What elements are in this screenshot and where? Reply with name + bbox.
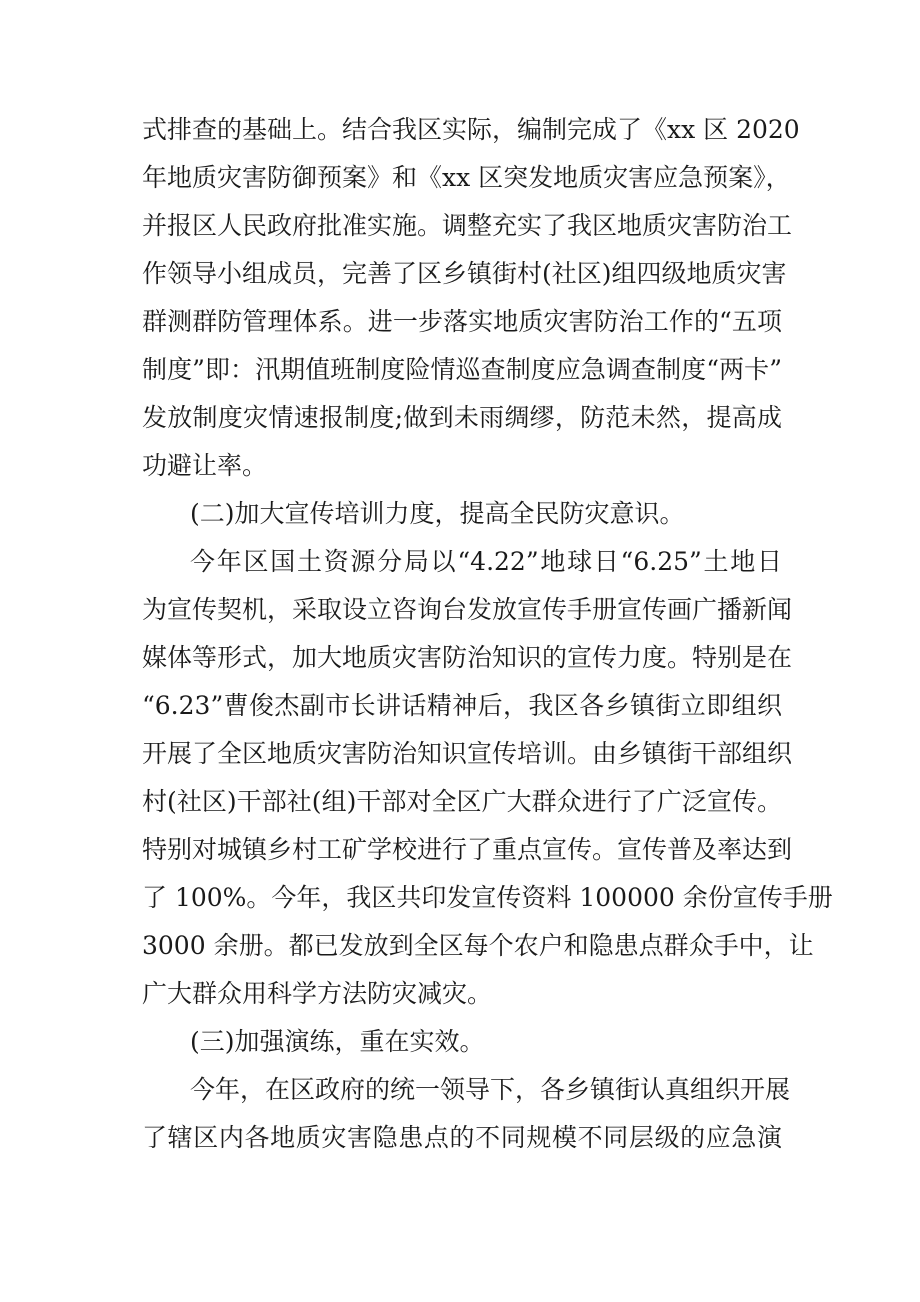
- text-line: 发放制度灾情速报制度;做到未雨绸缪，防范未然，提高成: [142, 403, 782, 432]
- text-line: 年地质灾害防御预案》和《xx 区突发地质灾害应急预案》，: [142, 163, 791, 192]
- text-line: 广大群众用科学方法防灾减灾。: [142, 979, 493, 1008]
- section-heading: (二)加大宣传培训力度，提高全民防灾意识。: [190, 499, 685, 528]
- text-line: 并报区人民政府批准实施。调整充实了我区地质灾害防治工: [142, 211, 793, 240]
- text-line: 特别对城镇乡村工矿学校进行了重点宣传。宣传普及率达到: [142, 835, 793, 864]
- text-line: 村(社区)干部社(组)干部对全区广大群众进行了广泛宣传。: [142, 787, 782, 816]
- text-line: 开展了全区地质灾害防治知识宣传培训。由乡镇街干部组织: [142, 739, 793, 768]
- text-line: 群测群防管理体系。进一步落实地质灾害防治工作的“五项: [142, 307, 782, 336]
- text-line: 功避让率。: [142, 451, 268, 480]
- text-line: 今年区国土资源分局以“4.22”地球日“6.25”土地日: [190, 547, 782, 576]
- text-line: 作领导小组成员，完善了区乡镇街村(社区)组四级地质灾害: [142, 259, 787, 288]
- text-line: 媒体等形式，加大地质灾害防治知识的宣传力度。特别是在: [142, 643, 793, 672]
- text-line: 了辖区内各地质灾害隐患点的不同规模不同层级的应急演: [142, 1123, 782, 1152]
- text-line: “6.23”曹俊杰副市长讲话精神后，我区各乡镇街立即组织: [142, 691, 782, 720]
- text-line: 为宣传契机，采取设立咨询台发放宣传手册宣传画广播新闻: [142, 595, 793, 624]
- text-line: 今年，在区政府的统一领导下，各乡镇街认真组织开展: [190, 1075, 791, 1104]
- text-line: 3000 余册。都已发放到全区每个农户和隐患点群众手中，让: [142, 931, 814, 960]
- text-line: 了 100%。今年，我区共印发宣传资料 100000 余份宣传手册: [142, 883, 833, 912]
- section-heading: (三)加强演练，重在实效。: [190, 1027, 485, 1056]
- text-line: 制度”即：汛期值班制度险情巡查制度应急调查制度“两卡”: [142, 355, 782, 384]
- text-line: 式排查的基础上。结合我区实际，编制完成了《xx 区 2020: [142, 115, 800, 144]
